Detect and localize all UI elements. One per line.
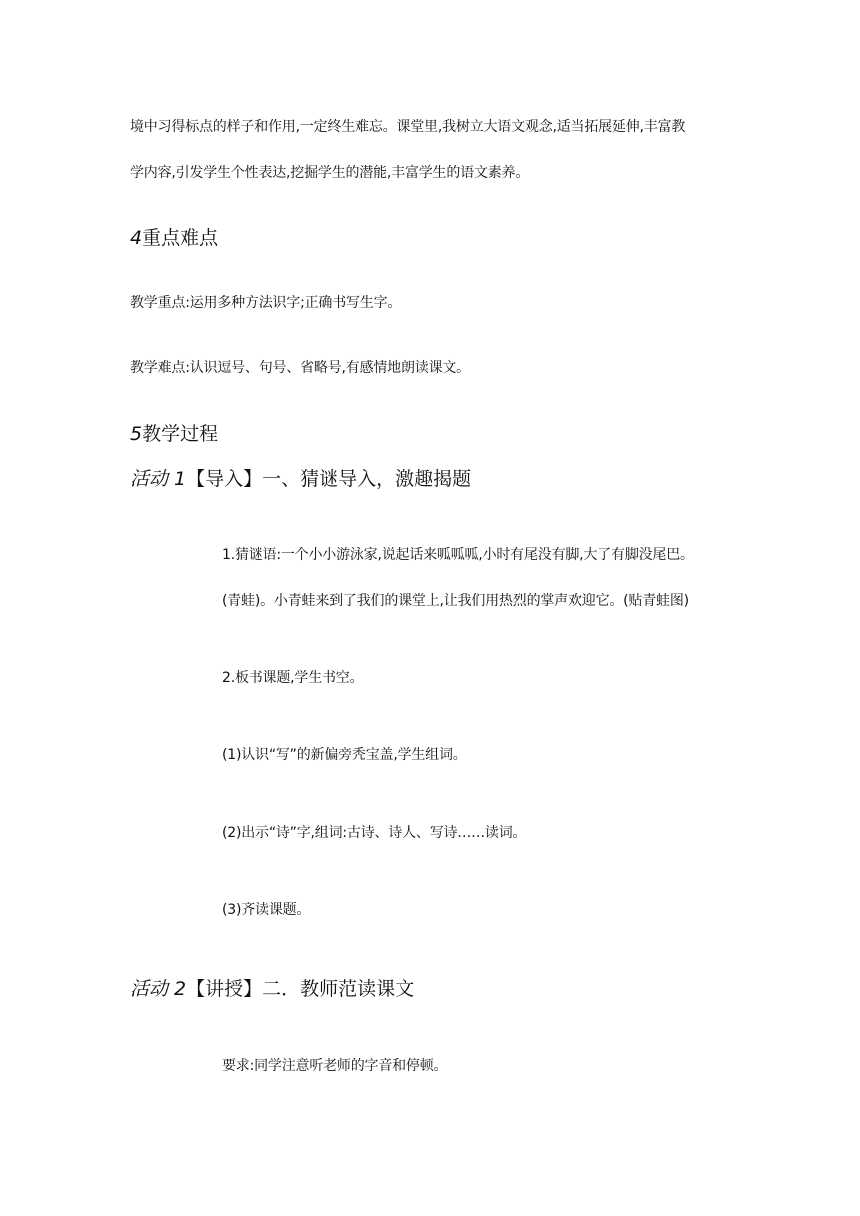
substep-2-text: (2)出示“诗”字,组词:古诗、诗人、写诗……读词。 (222, 825, 527, 841)
activity-1-heading (130, 470, 471, 489)
section-4-title: 重点难点 (142, 227, 219, 249)
section-5-number: 5 (130, 423, 143, 445)
intro-line-2: 学内容,引发学生个性表达,挖掘学生的潜能,丰富学生的语文素养。 (130, 165, 530, 181)
substep-3-text: (3)齐读课题。 (222, 902, 311, 918)
activity-2-heading (130, 980, 414, 999)
section-4-number: 4 (130, 227, 143, 249)
teaching-difficulty: 教学难点:认识逗号、句号、省略号,有感情地朗读课文。 (130, 360, 470, 376)
activity-2-label: 活动 2 (130, 978, 187, 1000)
section-5-heading (130, 425, 218, 444)
section-4-heading (130, 229, 218, 248)
riddle-line-1: 1.猜谜语:一个小小游泳家,说起话来呱呱呱,小时有尾没有脚,大了有脚没尾巴。 (222, 547, 694, 563)
step-2-text: 2.板书课题,学生书空。 (222, 670, 364, 686)
intro-line-1: 境中习得标点的样子和作用,一定终生难忘。课堂里,我树立大语文观念,适当拓展延伸,丰富教 (130, 119, 686, 135)
activity-2-title: 【讲授】二．教师范读课文 (186, 978, 415, 1000)
activity-2-requirement: 要求:同学注意听老师的字音和停顿。 (222, 1058, 448, 1074)
teaching-key-point: 教学重点:运用多种方法识字;正确书写生字。 (130, 295, 402, 311)
activity-1-label: 活动 1 (130, 468, 187, 490)
activity-1-title: 【导入】一、猜谜导入，激趣揭题 (186, 468, 472, 490)
substep-1-text: (1)认识“写”的新偏旁秃宝盖,学生组词。 (222, 747, 467, 763)
riddle-line-2: (青蛙)。小青蛙来到了我们的课堂上,让我们用热烈的掌声欢迎它。(贴青蛙图) (222, 593, 689, 609)
section-5-title: 教学过程 (142, 423, 219, 445)
